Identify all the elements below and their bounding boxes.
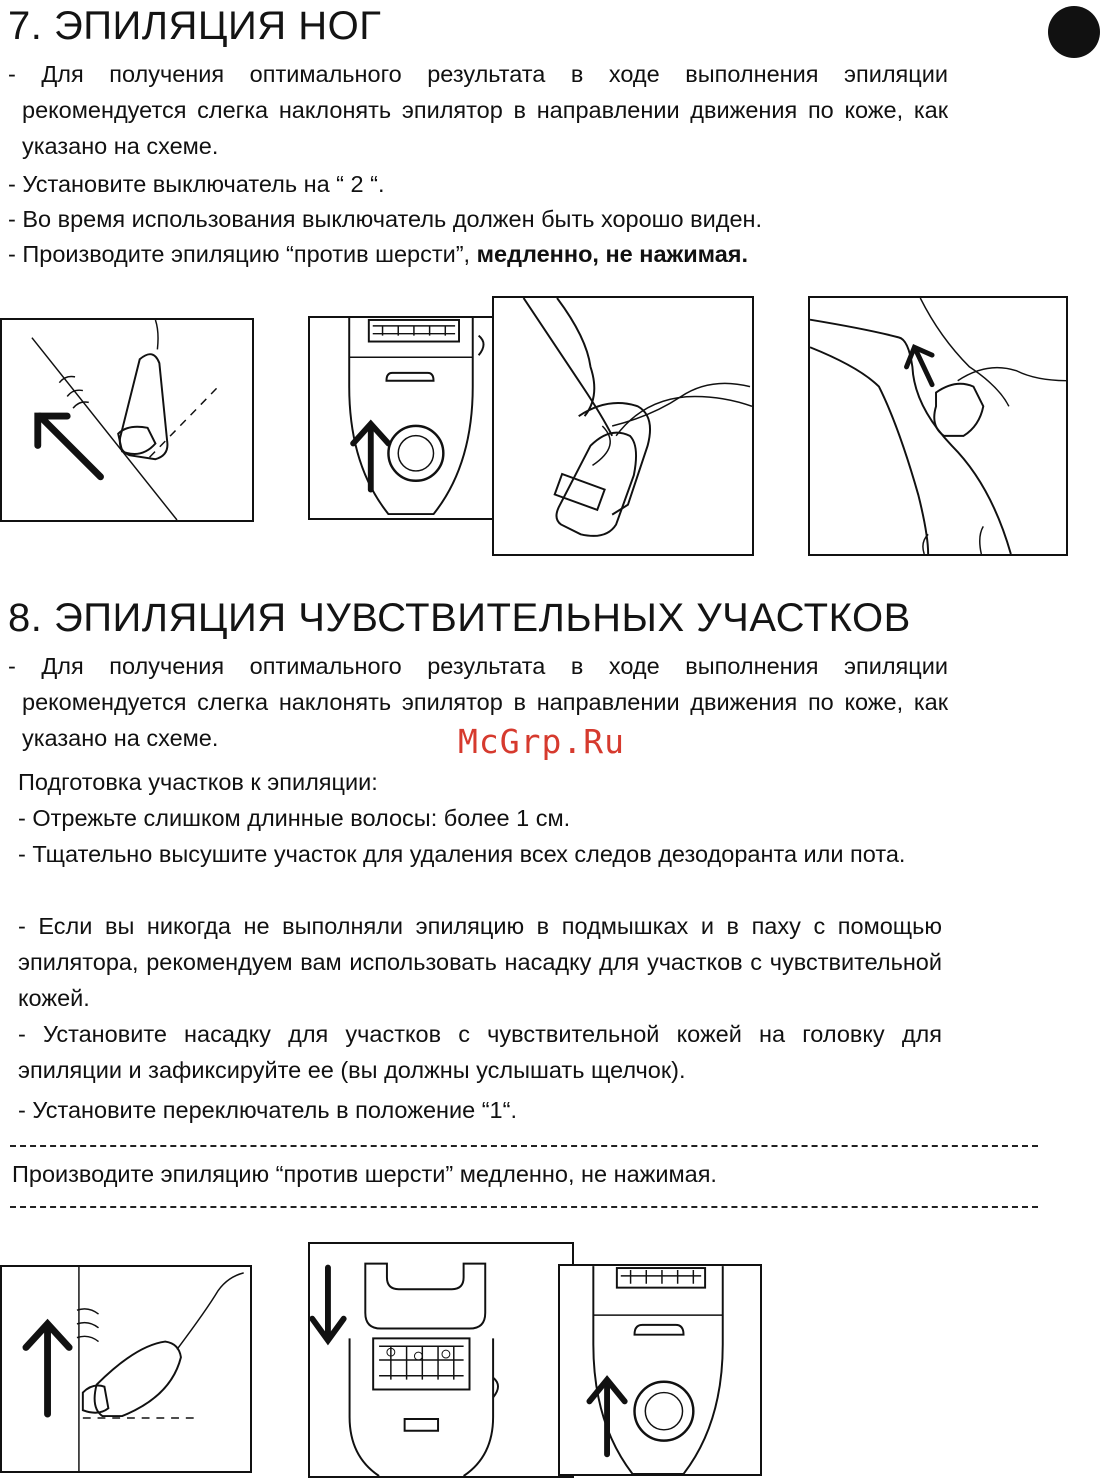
- bullet-4-emphasis: медленно, не нажимая.: [476, 241, 749, 267]
- figure-epilator-front: [308, 316, 512, 520]
- section-7-bullet-2: - Установите выключатель на “ 2 “.: [8, 171, 385, 197]
- figure-underarm-diagram: [0, 1265, 252, 1473]
- emphasis-note: Производите эпиляцию “против шерсти” медленно, не нажимая.: [12, 1161, 717, 1187]
- prep-item-4: - Установите насадку для участков с чувствительной кожей на головку для эпиляции и зафиксируйте ее (вы должны услышать щелчок).: [18, 1021, 942, 1083]
- figure-leg-diagram: [0, 318, 254, 522]
- section-8-title: 8. ЭПИЛЯЦИЯ ЧУВСТВИТЕЛЬНЫХ УЧАСТКОВ: [8, 596, 911, 640]
- prep-item-2: - Тщательно высушите участок для удаления всех следов дезодоранта или пота.: [18, 841, 906, 867]
- figure-epilator-attachment: [308, 1242, 574, 1478]
- prep-title: Подготовка участков к эпиляции:: [18, 769, 378, 795]
- section-7-bullet-1: - Для получения оптимального результата в ходе выполнения эпиляции рекомендуется слегка наклонять эпилятор в направлении движения по коже, как указано на схеме.: [8, 61, 948, 159]
- section-7-title: 7. ЭПИЛЯЦИЯ НОГ: [8, 4, 382, 48]
- figure-leg-epilation: [808, 296, 1068, 556]
- divider-top: [10, 1145, 1038, 1147]
- prep-item-3: - Если вы никогда не выполняли эпиляцию в подмышках и в паху с помощью эпилятора, рекомендуем вам использовать насадку для участков с чувствительной кожей.: [18, 913, 942, 1011]
- watermark: McGrp.Ru: [458, 722, 625, 761]
- section-8-bullet-1: - Для получения оптимального результата в ходе выполнения эпиляции рекомендуется слегка наклонять эпилятор в направлении движения по коже, как указано на схеме.: [8, 653, 948, 751]
- divider-bottom: [10, 1206, 1038, 1208]
- section-7-bullet-4: [8, 236, 748, 272]
- bullet-4-text: - Производите эпиляцию “против шерсти”,: [8, 241, 477, 267]
- prep-item-1: - Отрежьте слишком длинные волосы: более 1 см.: [18, 805, 571, 831]
- section-7-bullet-3: - Во время использования выключатель должен быть хорошо виден.: [8, 206, 763, 232]
- figure-epilator-front-2: [558, 1264, 762, 1476]
- prep-item-5: - Установите переключатель в положение “1“.: [18, 1097, 517, 1123]
- page-marker-circle: [1048, 6, 1100, 58]
- figure-hand-holding-epilator: [492, 296, 754, 556]
